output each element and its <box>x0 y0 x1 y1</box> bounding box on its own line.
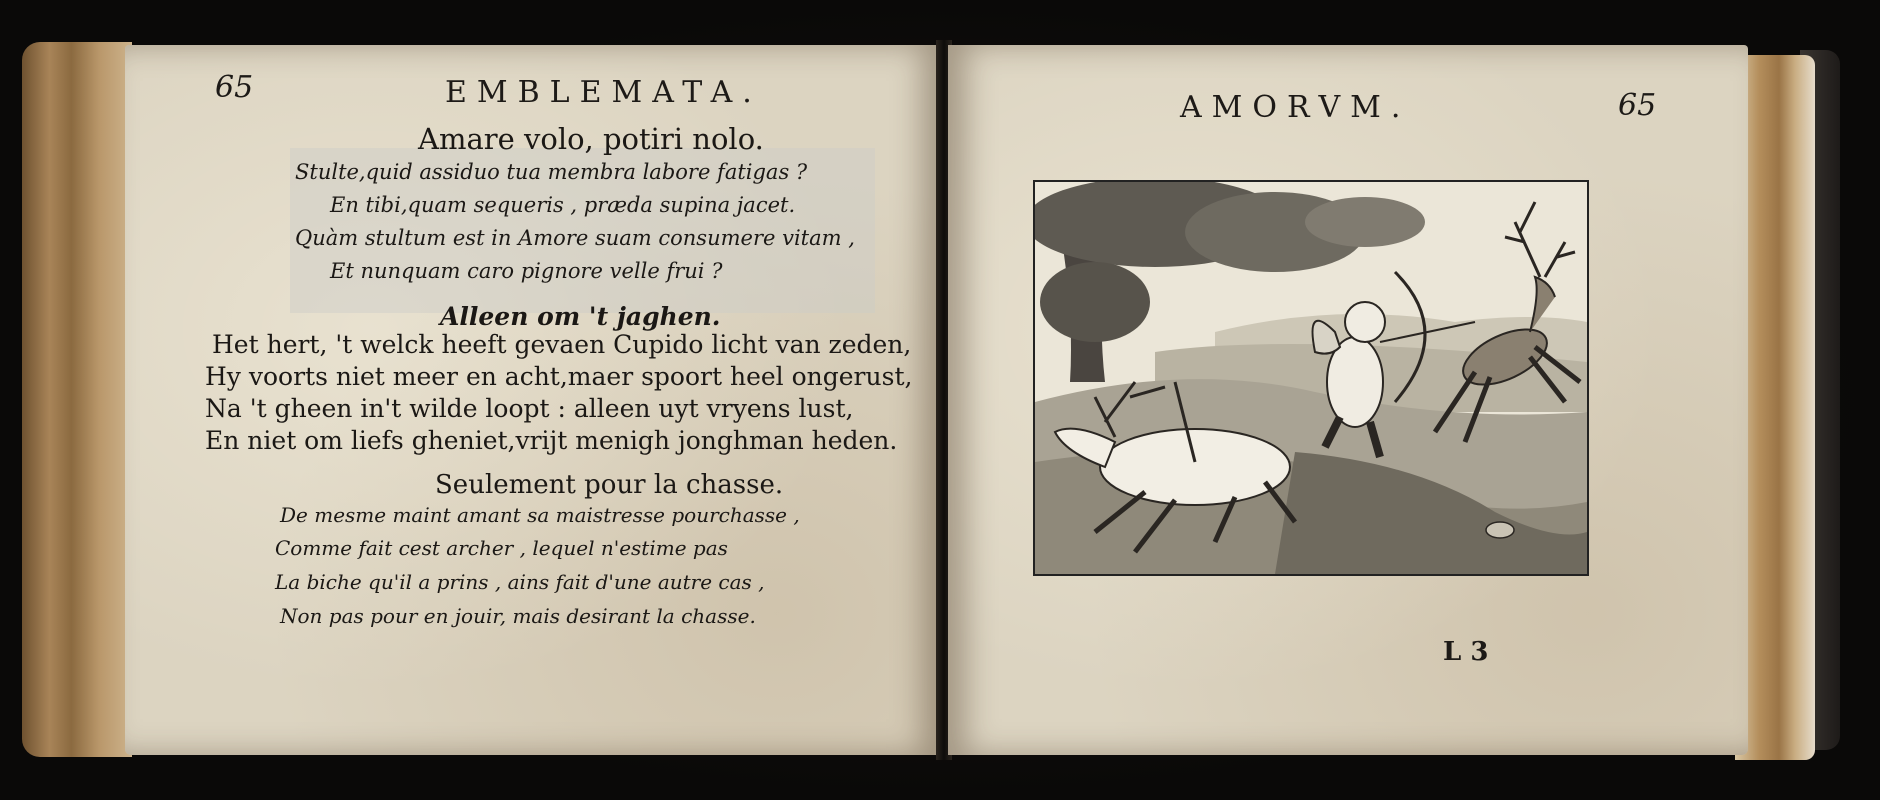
left-page-number: 65 <box>215 70 254 105</box>
french-line-1: De mesme maint amant sa maistresse pourchasse , <box>280 503 800 527</box>
latin-line-2: En tibi,quam sequeris , præda supina jacet. <box>330 193 796 217</box>
french-line-4: Non pas pour en jouir, mais desirant la chasse. <box>280 604 756 628</box>
left-running-head: EMBLEMATA. <box>445 75 762 110</box>
latin-line-4: Et nunquam caro pignore velle frui ? <box>330 259 723 283</box>
left-page-edges <box>22 42 132 757</box>
dutch-line-1: Het hert, 't welck heeft gevaen Cupido licht van zeden, <box>212 330 912 359</box>
right-running-head: AMORVM. <box>1180 90 1411 125</box>
french-line-2: Comme fait cest archer , lequel n'estime pas <box>275 536 728 560</box>
dutch-motto: Alleen om 't jaghen. <box>440 302 721 331</box>
signature-mark: L 3 <box>1443 637 1489 667</box>
emblem-engraving <box>1033 180 1589 576</box>
french-motto: Seulement pour la chasse. <box>435 470 784 500</box>
right-page-number: 65 <box>1618 88 1657 123</box>
dutch-line-2: Hy voorts niet meer en acht,maer spoort heel ongerust, <box>205 362 913 391</box>
latin-line-1: Stulte,quid assiduo tua membra labore fatigas ? <box>295 160 808 184</box>
engraving-illustration <box>1035 182 1587 574</box>
latin-motto: Amare volo, potiri nolo. <box>418 122 764 156</box>
french-line-3: La biche qu'il a prins , ains fait d'une autre cas , <box>275 570 765 594</box>
dutch-line-4: En niet om liefs gheniet,vrijt menigh jonghman heden. <box>205 426 898 455</box>
latin-line-3: Quàm stultum est in Amore suam consumere vitam , <box>295 226 855 250</box>
dutch-line-3: Na 't gheen in't wilde loopt : alleen uyt vryens lust, <box>205 394 854 423</box>
